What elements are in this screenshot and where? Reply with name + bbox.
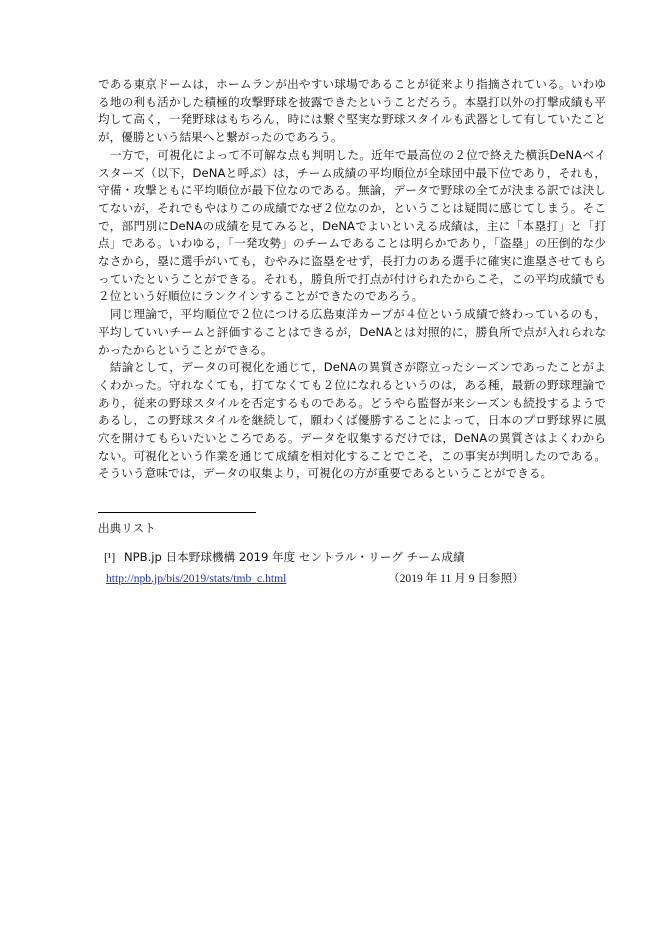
reference-marker: [¹] [104, 551, 116, 564]
footnote-divider [98, 512, 256, 513]
paragraph-3: 同じ理論で，平均順位で２位につける広島東洋カープが４位という成績で終わっているのも，平均していいチームと評価することはできるが，DeNAとは対照的に，勝負所で点が入れられなかったからということができる。 [98, 307, 606, 357]
body-text [98, 76, 606, 483]
reference-item [104, 547, 606, 568]
reference-accessed-date: （2019 年 11 月 9 日参照） [388, 572, 524, 585]
reference-url-link[interactable]: http://npb.jp/bis/2019/stats/tmb_c.html [106, 572, 287, 585]
paragraph-1: である東京ドームは，ホームランが出やすい球場であることが従来より指摘されている。いわゆる地の利も活かした積極的攻撃野球を披露できたということだろう。本塁打以外の打撃成績も平均して高く，一発野球はもちろん，時には繋ぐ堅実な野球スタイルも武器として有していたことが，優勝という結果へと繋がったのであろう。 [98, 77, 606, 145]
paragraph-2: 一方で，可視化によって不可解な点も判明した。近年で最高位の２位で終えた横浜DeNAベイスターズ（以下，DeNAと呼ぶ）は，チーム成績の平均順位が全球団中最下位であり，それも，守備・攻撃ともに平均順位が最下位なのである。無論，データで野球の全てが決まる訳では決してないが，それでもやはりこの成績でなぜ２位なのか，ということは疑問に感じてしまう。そこで，部門別にDeNAの成績を見てみると，DeNAでよいといえる成績は，主に「本塁打」と「打点」である。いわゆる，「一発攻勢」のチームであることは明らかであり，「盗塁」の圧倒的な少なさから，塁に選手がいても，むやみに盗塁をせず，長打力のある選手に確実に進塁させてもらっていたということができる。それも，勝負所で打点が付けられたからこそ，この平均成績でも２位という好順位にランクインすることができたのであろう。 [98, 147, 606, 304]
sources-heading: 出典リスト [98, 521, 156, 535]
reference-link-line [106, 570, 606, 587]
paragraph-4: 結論として，データの可視化を通じて，DeNAの異質さが際立ったシーズンであったことがよくわかった。守れなくても，打てなくても２位になれるというのは，ある種，最新の野球理論であり，従来の野球スタイルを否定するものである。どうやら監督が来シーズンも続投するようであるし，この野球スタイルを継続して，願わくば優勝することによって，日本のプロ野球界に風穴を開けてもらいたいところである。データを収集するだけでは，DeNAの異質さはよくわからない。可視化という作業を通じて成績を相対化することでこそ，この事実が判明したのである。そういう意味では，データの収集より，可視化の方が重要であるということができる。 [98, 360, 606, 481]
reference-title: NPB.jp 日本野球機構 2019 年度 セントラル・リーグ チーム成績 [124, 550, 465, 564]
